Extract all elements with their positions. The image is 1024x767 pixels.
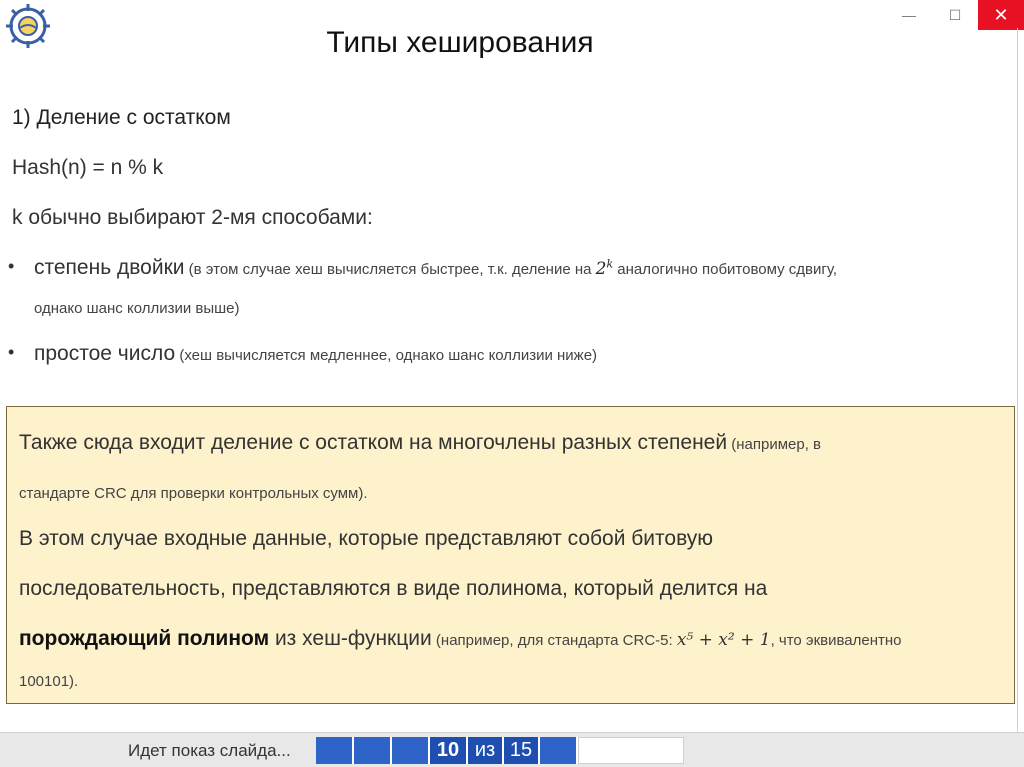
hash-formula: Hash(n) = n % k <box>12 156 164 179</box>
box-line-5: порождающий полином из хеш-функции (например, для стандарта CRC-5: x⁵ + x² + 1, что эквивалентно <box>19 627 902 650</box>
university-emblem-icon <box>4 2 52 50</box>
bullet-dot-icon: • <box>8 342 15 362</box>
pager-segment[interactable] <box>354 737 392 764</box>
maximize-icon: ☐ <box>948 6 962 23</box>
slide-pager <box>316 737 684 764</box>
box-line-1: Также сюда входит деление с остатком на многочлены разных степеней (например, в <box>19 431 822 454</box>
minimize-icon: — <box>902 7 916 23</box>
bullet-sub-text: (хеш вычисляется медленнее, однако шанс коллизии ниже) <box>175 347 598 364</box>
minimize-button[interactable] <box>886 0 932 30</box>
bullet-dot-icon: • <box>8 256 15 276</box>
box-line-3: В этом случае входные данные, которые представляют собой битовую <box>19 527 714 550</box>
box-line-2: стандарте CRC для проверки контрольных сумм). <box>19 485 368 502</box>
bullet-sub-text-after: аналогично побитовому сдвигу, <box>613 261 838 278</box>
slide-right-border <box>1017 28 1018 732</box>
current-page: 10 <box>430 737 468 764</box>
status-bar <box>0 732 1024 767</box>
bullet-power-of-two <box>34 256 837 280</box>
bullet-main-text: простое число <box>34 342 176 365</box>
close-button[interactable] <box>978 0 1024 30</box>
bullet-sub-line2: однако шанс коллизии выше) <box>34 300 240 317</box>
math-power: 2$^k$ <box>595 257 614 279</box>
section-heading: 1) Деление с остатком <box>12 106 231 129</box>
pager-segment[interactable] <box>540 737 578 764</box>
k-selection-line: k обычно выбирают 2-мя способами: <box>12 206 373 229</box>
slide-title: Типы хеширования <box>326 26 594 59</box>
pager-segment[interactable] <box>392 737 430 764</box>
generating-polynomial-term: порождающий полином <box>19 627 270 650</box>
pager-remaining <box>578 737 684 764</box>
box-line-6: 100101). <box>19 673 79 690</box>
pager-segment[interactable] <box>316 737 354 764</box>
page-of-label: из <box>468 737 504 764</box>
window-controls <box>886 0 1024 30</box>
total-pages: 15 <box>504 737 540 764</box>
crc5-polynomial: x⁵ + x² + 1 <box>676 630 771 650</box>
bullet-sub-text: (в этом случае хеш вычисляется быстрее, т.к. деление на <box>184 261 596 278</box>
box-line-4: последовательность, представляются в виде полинома, который делится на <box>19 577 768 600</box>
bullet-prime-number <box>34 342 597 366</box>
maximize-button[interactable] <box>932 0 978 30</box>
bullet-main-text: степень двойки <box>34 256 185 279</box>
status-text: Идет показ слайда... <box>128 741 291 760</box>
polynomial-note-box <box>6 406 1015 704</box>
close-icon: ✕ <box>993 4 1009 25</box>
